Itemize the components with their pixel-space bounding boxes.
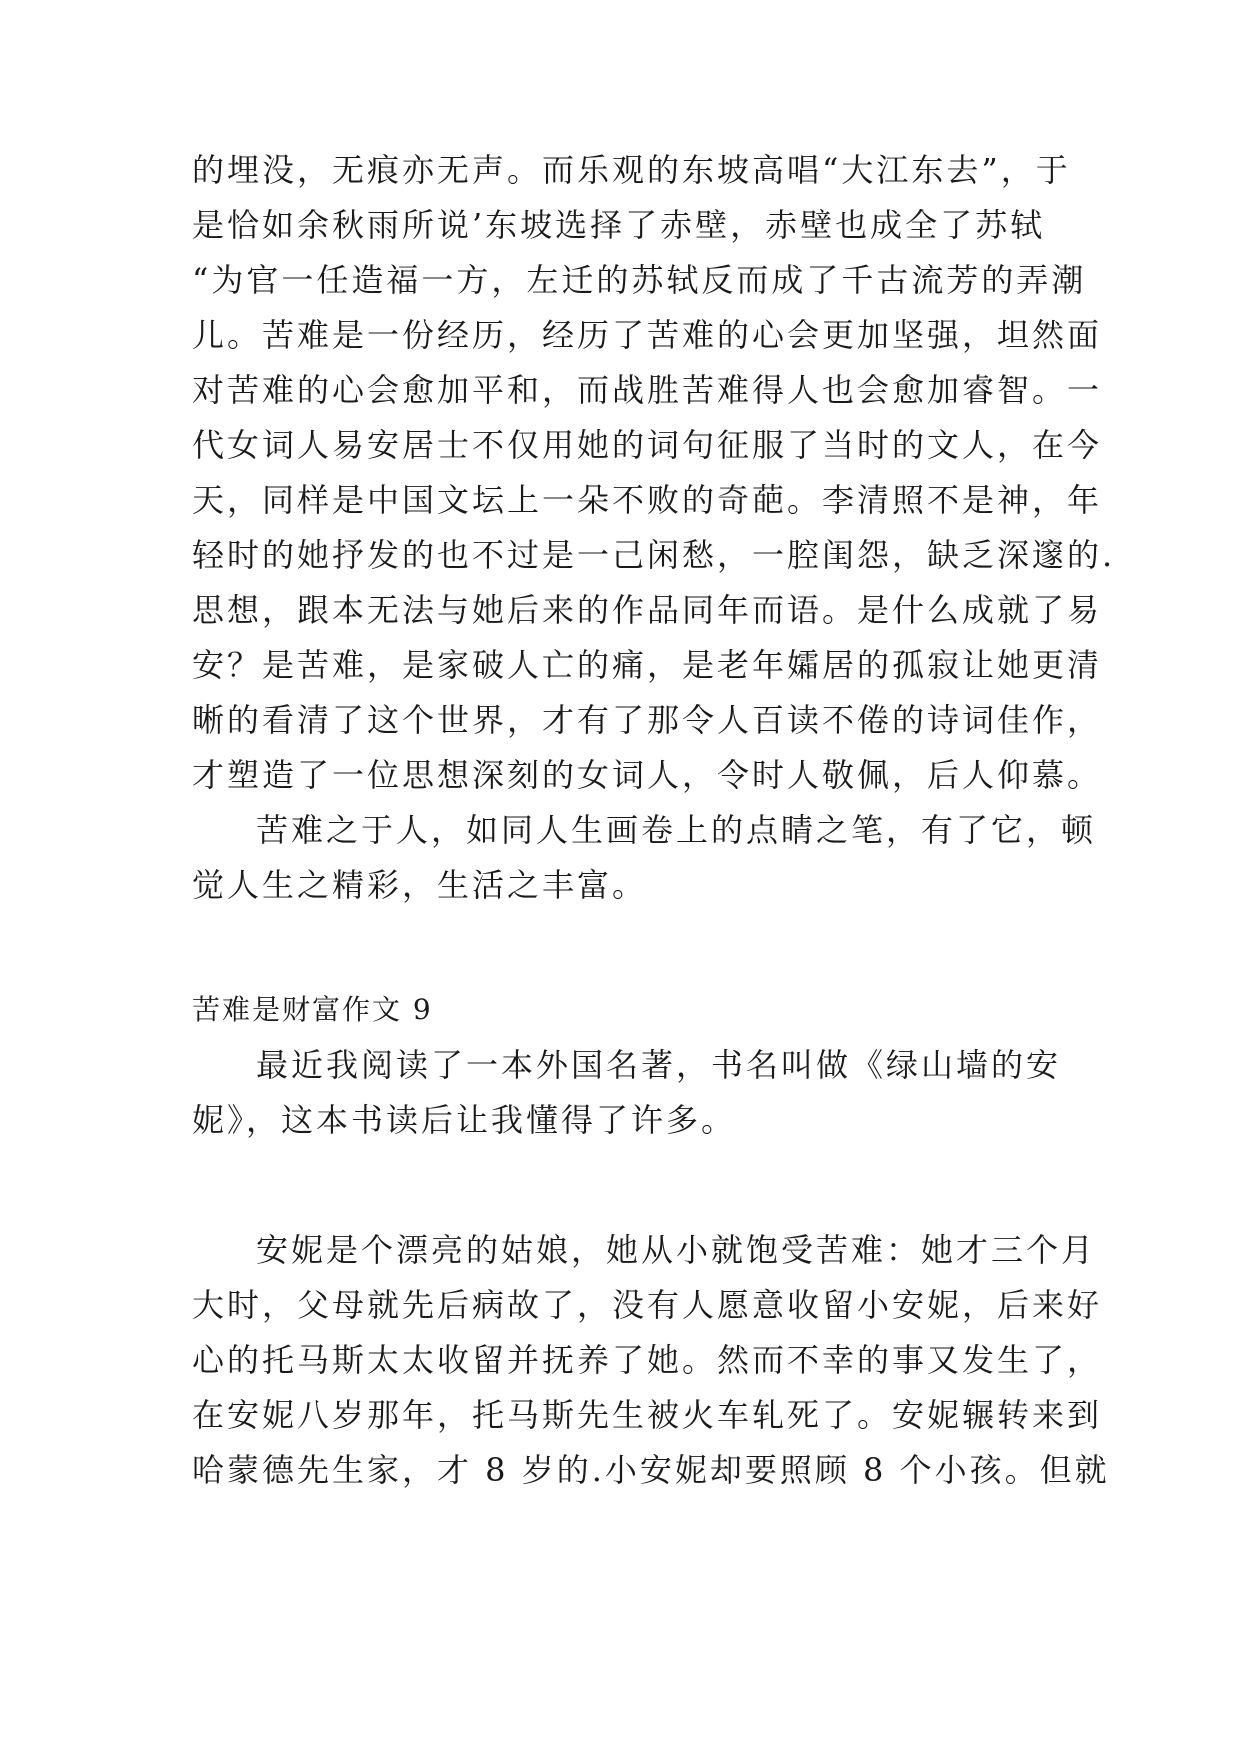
paragraph-line: 代女词人易安居士不仅用她的词句征服了当时的文人，在今 [192,426,1103,464]
paragraph-line: 儿。苦难是一份经历，经历了苦难的心会更加坚强，坦然面 [192,316,1103,354]
paragraph-line: 安？是苦难，是家破人亡的痛，是老年孀居的孤寂让她更清 [192,646,1103,684]
paragraph-line: 大时，父母就先后病故了，没有人愿意收留小安妮，后来好 [192,1286,1103,1324]
paragraph-line: 晰的看清了这个世界，才有了那令人百读不倦的诗词佳作， [192,701,1103,739]
paragraph-line: 妮》，这本书读后让我懂得了许多。 [192,1101,737,1139]
paragraph-line: 才塑造了一位思想深刻的女词人，令时人敬佩，后人仰慕。 [192,756,1103,794]
paragraph-line: “为官一任造福一方，左迁的苏轼反而成了千古流芳的弄潮 [192,261,1087,299]
paragraph-line: 是恰如余秋雨所说’东坡选择了赤壁，赤壁也成全了苏轼 [192,206,1046,244]
paragraph-line: 轻时的她抒发的也不过是一己闲愁，一腔闺怨，缺乏深邃的. [192,536,1116,574]
section-heading: 苦难是财富作文 9 [192,993,433,1026]
paragraph-line: 对苦难的心会愈加平和，而战胜苦难得人也会愈加睿智。一 [192,371,1103,409]
paragraph-line: 哈蒙德先生家，才 8 岁的.小安妮却要照顾 8 个小孩。但就 [192,1451,1110,1489]
paragraph-line: 安妮是个漂亮的姑娘，她从小就饱受苦难：她才三个月 [256,1231,1097,1269]
paragraph-line: 心的托马斯太太收留并抚养了她。然而不幸的事又发生了， [192,1341,1103,1379]
paragraph-line: 觉人生之精彩，生活之丰富。 [192,866,648,904]
paragraph-line: 思想，跟本无法与她后来的作品同年而语。是什么成就了易 [192,591,1103,629]
paragraph-line: 天，同样是中国文坛上一朵不败的奇葩。李清照不是神，年 [192,481,1103,519]
paragraph-line: 在安妮八岁那年，托马斯先生被火车轧死了。安妮辗转来到 [192,1396,1103,1434]
paragraph-line: 苦难之于人，如同人生画卷上的点睛之笔，有了它，顿 [256,811,1097,849]
paragraph-line: 的埋没，无痕亦无声。而乐观的东坡高唱“大江东去”，于 [192,151,1071,189]
paragraph-line: 最近我阅读了一本外国名著，书名叫做《绿山墙的安 [256,1046,1062,1084]
